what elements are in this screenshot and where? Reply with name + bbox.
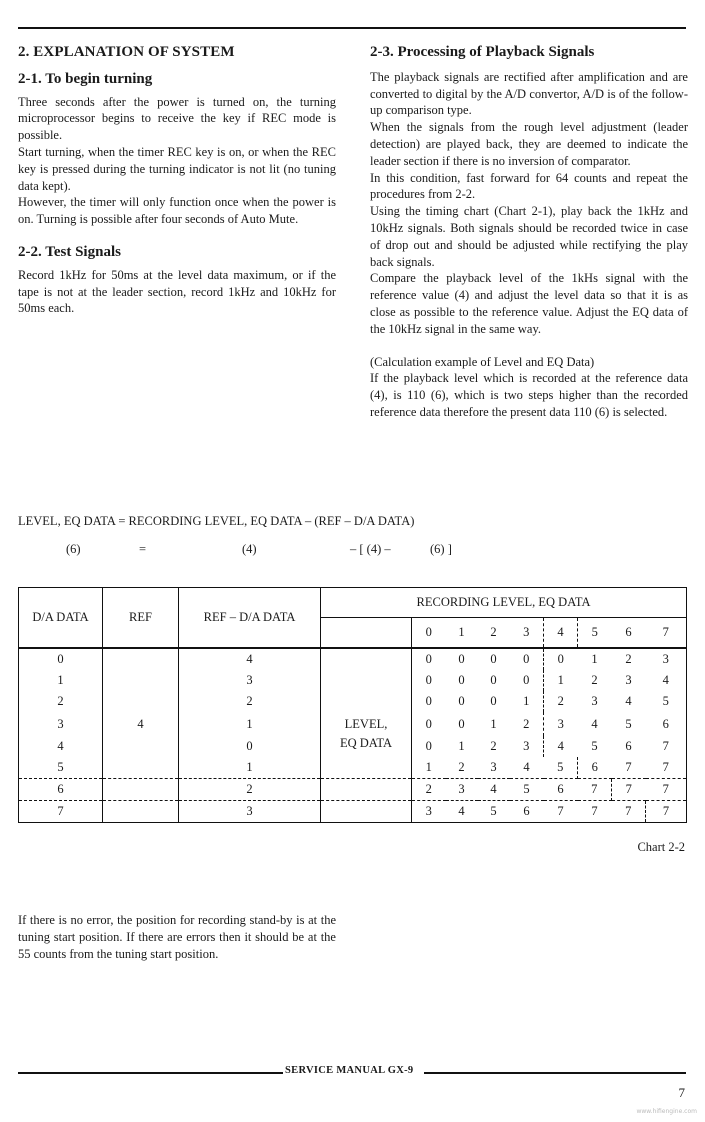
da-data-cell: 6	[19, 779, 103, 801]
rec-value-cell: 0	[412, 736, 446, 757]
rec-value-cell: 4	[446, 801, 478, 823]
level-eq-label-cell	[321, 801, 412, 823]
rec-value-cell: 0	[458, 694, 465, 708]
chart-caption: Chart 2-2	[637, 840, 685, 854]
rec-value-cell: 6	[510, 801, 544, 823]
section-2-3-para-4: Using the timing chart (Chart 2-1), play back the 1kHz and 10kHz signals. Both signals should be recorded twice in case of drop out and should be adjusted while rectifying the play back signals.	[370, 204, 688, 269]
ref-cell	[103, 736, 179, 757]
rec-value-cell: 2	[557, 694, 564, 708]
rec-value-cell: 4	[510, 757, 544, 779]
section-2-3-para-1: The playback signals are rectified after amplification and are converted to digital by the A/D convertor, A/D is of the follow-up comparison type.	[370, 69, 688, 118]
rec-value-cell: 5	[544, 757, 578, 779]
rec-col-header: 2	[478, 618, 510, 649]
section-2-1-para-3: However, the timer will only function once when the power is on. Turning is possible after four seconds of Auto Mute.	[18, 195, 336, 227]
ref-cell	[103, 801, 179, 823]
table-row	[19, 801, 687, 823]
page-number: 7	[678, 1085, 685, 1100]
formula-value-b: (4)	[242, 542, 257, 556]
ref-cell	[103, 757, 179, 779]
table-row	[19, 757, 687, 779]
rec-value-cell: 0	[490, 694, 497, 708]
ref-minus-da-cell: 4	[179, 648, 321, 670]
rec-col-header: 0	[412, 618, 446, 649]
rec-value-cell: 7	[612, 779, 646, 801]
rec-value-cell: 2	[490, 739, 497, 753]
chart-2-2-table	[18, 587, 687, 823]
footer-rule-left	[18, 1072, 283, 1074]
section-2-3-para-2: When the signals from the rough level adjustment (leader detection) are played back, they are deemed to indicate the leader section if there is no inversion of comparator.	[370, 120, 688, 168]
rec-value-cell: 1	[490, 716, 497, 731]
calc-example-para: If the playback level which is recorded at the reference data (4), is 110 (6), which is two steps higher than the recorded reference data therefore the present data 110 (6) is selected.	[370, 371, 688, 419]
rec-col-header: 3	[510, 618, 544, 649]
section-2-1-para-2: Start turning, when the timer REC key is on, or when the REC key is pressed during the turning indicator is not lit (no tuning data kept).	[18, 144, 336, 193]
calc-example-title: (Calculation example of Level and EQ Data)	[370, 354, 595, 369]
ref-minus-da-cell: 3	[179, 801, 321, 823]
header-ref-minus-da: REF – D/A DATA	[179, 588, 321, 649]
da-data-cell: 7	[19, 801, 103, 823]
da-data-cell: 3	[19, 712, 103, 736]
right-column	[370, 44, 688, 421]
rec-col-header: 7	[646, 618, 687, 649]
rec-value-cell: 0	[544, 648, 578, 670]
rec-value-cell: 6	[625, 739, 632, 753]
rec-value-cell: 1	[412, 757, 446, 779]
rec-value-cell: 3	[478, 757, 510, 779]
formula-line: LEVEL, EQ DATA = RECORDING LEVEL, EQ DATA – (REF – D/A DATA)	[18, 514, 415, 528]
rec-value-cell: 7	[578, 801, 612, 823]
rec-col-header: 5	[578, 618, 612, 649]
rec-value-cell: 1	[458, 739, 465, 753]
da-data-cell: 2	[19, 691, 103, 712]
rec-value-cell: 3	[412, 801, 446, 823]
level-eq-label-cell	[321, 691, 412, 712]
da-data-cell: 5	[19, 757, 103, 779]
rec-value-cell: 2	[412, 779, 446, 801]
ref-cell	[103, 691, 179, 712]
section-2-3-para-3: In this condition, fast forward for 64 counts and repeat the procedures from 2-2.	[370, 170, 688, 202]
rec-value-cell: 4	[478, 779, 510, 801]
rec-value-cell: 4	[591, 716, 598, 731]
recording-standby-note: If there is no error, the position for recording stand-by is at the tuning start position. If there are errors then it should be at the 55 counts from the tuning start position.	[18, 913, 336, 961]
da-data-cell: 0	[19, 648, 103, 670]
level-eq-label-cell	[321, 779, 412, 801]
rec-value-cell: 3	[591, 694, 598, 708]
rec-value-cell: 1	[557, 673, 564, 687]
rec-value-cell: 3	[625, 673, 632, 687]
rec-value-cell: 0	[412, 648, 446, 670]
ref-minus-da-cell: 2	[179, 691, 321, 712]
level-eq-label-cell: LEVEL,	[321, 712, 412, 736]
formula-equals: =	[139, 542, 147, 556]
rec-value-cell: 0	[412, 712, 446, 736]
table-row	[19, 779, 687, 801]
rec-value-cell: 6	[578, 757, 612, 779]
rec-value-cell: 3	[446, 779, 478, 801]
table-row	[19, 712, 687, 736]
rec-value-cell: 7	[612, 801, 646, 823]
rec-value-cell: 6	[544, 779, 578, 801]
rec-value-cell: 7	[646, 736, 687, 757]
rec-value-cell: 0	[458, 673, 465, 687]
rec-value-cell: 7	[544, 801, 578, 823]
rec-value-cell: 0	[490, 673, 497, 687]
level-eq-label-cell	[321, 757, 412, 779]
section-2-2-heading: 2-2. Test Signals	[18, 243, 121, 260]
rec-value-cell: 0	[412, 691, 446, 712]
rec-value-cell: 0	[510, 670, 544, 691]
level-eq-label-cell: EQ DATA	[321, 736, 412, 757]
section-title: 2. EXPLANATION OF SYSTEM	[18, 44, 235, 60]
ref-cell	[103, 648, 179, 670]
ref-minus-da-cell: 3	[179, 670, 321, 691]
left-column	[18, 44, 336, 317]
ref-minus-da-cell: 2	[179, 779, 321, 801]
rec-value-cell: 0	[412, 670, 446, 691]
rec-value-cell: 0	[478, 648, 510, 670]
footer-rule-right	[424, 1072, 686, 1074]
section-2-3-para-5: Compare the playback level of the 1kHs signal with the reference value (4) and adjust the level data so that it is as close as possible to the reference value. Adjust the EQ data of the 10kHz signal in the same way.	[370, 271, 688, 336]
rec-value-cell: 2	[591, 673, 598, 687]
ref-minus-da-cell: 1	[179, 757, 321, 779]
rec-value-cell: 3	[510, 736, 544, 757]
ref-cell: 4	[103, 712, 179, 736]
table-row	[19, 736, 687, 757]
level-eq-label-cell	[321, 670, 412, 691]
da-data-cell: 1	[19, 670, 103, 691]
rec-value-cell: 7	[646, 779, 687, 801]
rec-value-cell: 4	[625, 694, 632, 708]
header-ref: REF	[103, 588, 179, 649]
rec-value-cell: 5	[591, 739, 598, 753]
header-da-data: D/A DATA	[19, 588, 103, 649]
rec-value-cell: 0	[458, 716, 465, 731]
rec-value-cell: 7	[646, 757, 687, 779]
rec-value-cell: 3	[557, 716, 564, 731]
rec-value-cell: 5	[478, 801, 510, 823]
rec-value-cell: 5	[625, 716, 632, 731]
ref-cell	[103, 779, 179, 801]
rec-col-header: 4	[544, 618, 578, 649]
formula-value-c: – [ (4) –	[350, 542, 391, 556]
ref-minus-da-cell: 1	[179, 712, 321, 736]
rec-value-cell: 7	[646, 801, 687, 823]
section-2-3-heading: 2-3. Processing of Playback Signals	[370, 44, 595, 60]
rec-col-header: 6	[612, 618, 646, 649]
rec-value-cell: 7	[578, 779, 612, 801]
section-2-1-heading: 2-1. To begin turning	[18, 70, 153, 87]
section-2-2-para-1: Record 1kHz for 50ms at the level data maximum, or if the tape is not at the leader section, record 1kHz and 10kHz for 50ms each.	[18, 267, 336, 316]
rec-value-cell: 2	[446, 757, 478, 779]
formula-value-d: (6) ]	[430, 542, 452, 556]
rec-value-cell: 2	[510, 712, 544, 736]
rec-value-cell: 5	[646, 691, 687, 712]
rec-value-cell: 1	[510, 691, 544, 712]
footer-manual-title: SERVICE MANUAL GX-9	[285, 1065, 414, 1076]
rec-value-cell: 0	[510, 648, 544, 670]
ref-cell	[103, 670, 179, 691]
header-recording-level: RECORDING LEVEL, EQ DATA	[321, 588, 687, 618]
rec-value-cell: 0	[446, 648, 478, 670]
rec-value-cell: 1	[578, 648, 612, 670]
rec-value-cell: 3	[646, 648, 687, 670]
watermark: www.hifiengine.com	[636, 1108, 697, 1115]
formula-value-a: (6)	[66, 542, 81, 556]
da-data-cell: 4	[19, 736, 103, 757]
rec-value-cell: 2	[612, 648, 646, 670]
top-rule	[18, 27, 686, 29]
table-row	[19, 648, 687, 670]
rec-value-cell: 4	[646, 670, 687, 691]
ref-minus-da-cell: 0	[179, 736, 321, 757]
rec-value-cell: 5	[510, 779, 544, 801]
rec-value-cell: 4	[557, 739, 564, 753]
rec-value-cell: 6	[646, 712, 687, 736]
table-row	[19, 670, 687, 691]
rec-value-cell: 7	[612, 757, 646, 779]
rec-col-header: 1	[446, 618, 478, 649]
level-eq-label-cell	[321, 648, 412, 670]
chart-body	[19, 648, 687, 823]
section-2-1-para-1: Three seconds after the power is turned on, the turning microprocessor begins to receive the key if REC mode is possible.	[18, 94, 336, 143]
table-row	[19, 691, 687, 712]
